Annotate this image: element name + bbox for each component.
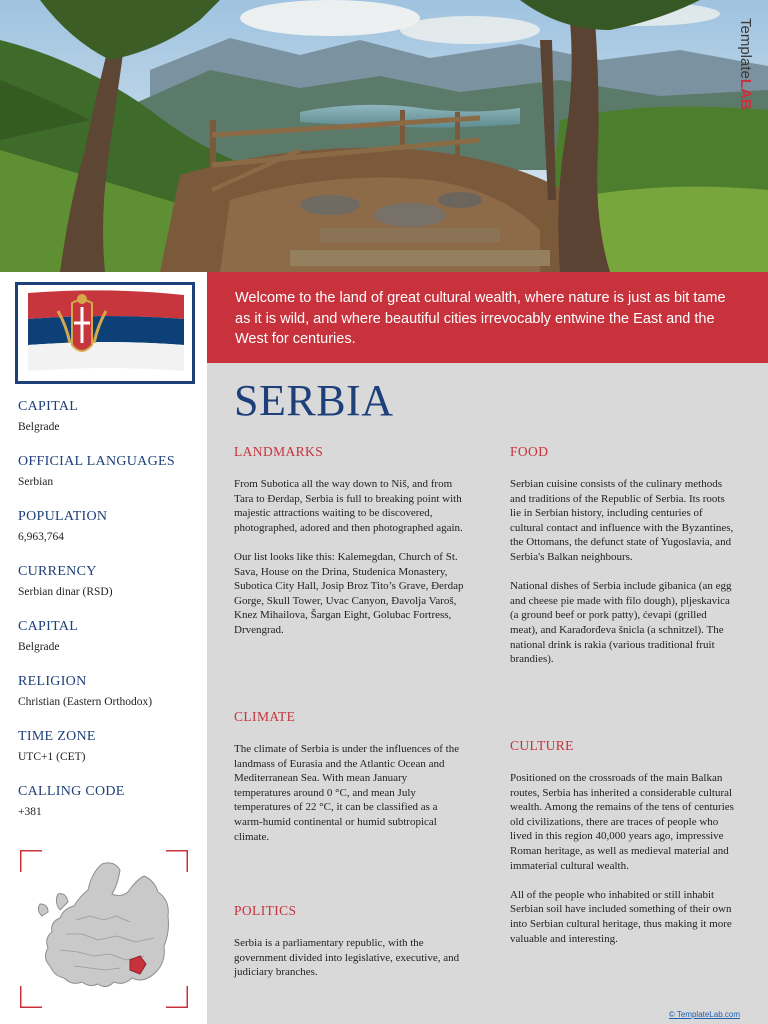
fact-label: POPULATION — [18, 509, 108, 524]
templatelab-watermark — [737, 18, 754, 110]
section-culture — [510, 738, 736, 961]
section-food — [510, 444, 736, 681]
section-paragraph: Serbia is a parliamentary republic, with the government divided into legislative, executive, and judiciary branches. — [234, 937, 460, 979]
fact-value: Serbian — [18, 476, 54, 488]
fact-value: +381 — [18, 806, 42, 818]
section-paragraph: National dishes of Serbia include gibanica (an egg and cheese pie made with filo dough), pljeskavica (a ground beef or pork patty), ćevapi (grilled meat), and Karađorđeva šnicla (a schnitzel). The national drink is rakia (various traditional fruit brandies). — [510, 580, 732, 666]
section-body — [510, 477, 736, 667]
fact-value: Serbian dinar (RSD) — [18, 586, 113, 598]
fact-value: Belgrade — [18, 641, 60, 653]
fact-population — [18, 508, 203, 563]
facts-sidebar — [0, 272, 207, 1024]
fact-value: 6,963,764 — [18, 531, 64, 543]
section-paragraph: Positioned on the crossroads of the main Balkan routes, Serbia has inherited a considerable cultural wealth. Among the remains of the tens of centuries old civilizations, there are traces of people who lived in this region 40,000 years ago, impressive Roman heritage, as well as medieval material and immaterial cultural wealth. — [510, 772, 734, 872]
section-paragraph: The climate of Serbia is under the influences of the landmass of Eurasia and the Atlantic Ocean and Mediterranean Sea. With mean January temperatures around 0 °C, and mean July temperatures of 22 °C, it can be classified as a warm-humid continental or humid subtropical climate. — [234, 743, 460, 843]
section-body — [234, 742, 466, 844]
fact-calling-code — [18, 783, 203, 838]
section-body — [234, 477, 466, 638]
section-paragraph: Serbian cuisine consists of the culinary methods and traditions of the Republic of Serbia. Its roots lie in Serbian history, including centuries of cultural contact and influence with the Byzantines, the Ottomans, the defunct state of Yugoslavia, and Serbia's Balkan neighbours. — [510, 478, 734, 563]
serbia-flag-icon — [18, 285, 192, 381]
section-paragraph: All of the people who inhabited or still inhabit Serbian soil have included something of their own into Serbian cultural heritage, thus making it more valuable and interesting. — [510, 888, 732, 945]
fact-religion — [18, 673, 203, 728]
content-panel — [207, 363, 768, 1024]
watermark-suffix: LAB — [737, 78, 754, 110]
fact-label: CAPITAL — [18, 619, 79, 634]
section-landmarks — [234, 444, 466, 652]
page-title: SERBIA — [234, 376, 394, 425]
watermark-prefix: Template — [737, 18, 754, 79]
section-title: CULTURE — [510, 738, 574, 753]
fact-value: UTC+1 (CET) — [18, 751, 86, 763]
fact-value: Christian (Eastern Orthodox) — [18, 696, 153, 708]
fact-currency — [18, 563, 203, 618]
fact-label: CURRENCY — [18, 564, 97, 579]
section-paragraph: Our list looks like this: Kalemegdan, Church of St. Sava, House on the Drina, Studenica Monastery, Subotica City Hall, Josip Broz Tito’s Grave, Đerdap Gorge, Skull Tower, Uvac Canyon, Đavolja Varoš, Knez Mihailova, Šargan Eight, Golubac Fortress, Drvengrad. — [234, 550, 464, 636]
section-title: FOOD — [510, 444, 549, 459]
fact-label: CALLING CODE — [18, 784, 125, 799]
europe-map-frame — [20, 850, 188, 1008]
europe-map-icon — [20, 850, 188, 1008]
templatelab-link[interactable]: © TemplateLab.com — [668, 1010, 740, 1019]
fact-official-languages — [18, 453, 203, 508]
fact-capital-2 — [18, 618, 203, 673]
fact-label: TIME ZONE — [18, 729, 96, 744]
section-body — [234, 936, 466, 980]
section-politics — [234, 903, 466, 994]
fact-value: Belgrade — [18, 421, 60, 433]
fact-label: OFFICIAL LANGUAGES — [18, 454, 175, 469]
section-title: POLITICS — [234, 903, 297, 918]
welcome-banner: Welcome to the land of great cultural wealth, where nature is just as bit tame as it is wild, and where beautiful cities irrevocably entwine the East and the West for centuries. — [207, 272, 768, 363]
fact-label: CAPITAL — [18, 399, 79, 414]
facts-list — [18, 398, 203, 838]
section-paragraph: From Subotica all the way down to Niš, and from Tara to Đerdap, Serbia is full to breaking point with majestic attractions waiting to be discovered, photographed, adored and then photographed again. — [234, 478, 463, 534]
fact-label: RELIGION — [18, 674, 87, 689]
hero-landscape-image — [0, 0, 768, 272]
section-climate — [234, 709, 466, 859]
fact-time-zone — [18, 728, 203, 783]
section-title: CLIMATE — [234, 709, 296, 724]
serbia-flag-frame — [15, 282, 195, 384]
section-title: LANDMARKS — [234, 444, 324, 459]
fact-capital — [18, 398, 203, 453]
section-body — [510, 771, 736, 946]
